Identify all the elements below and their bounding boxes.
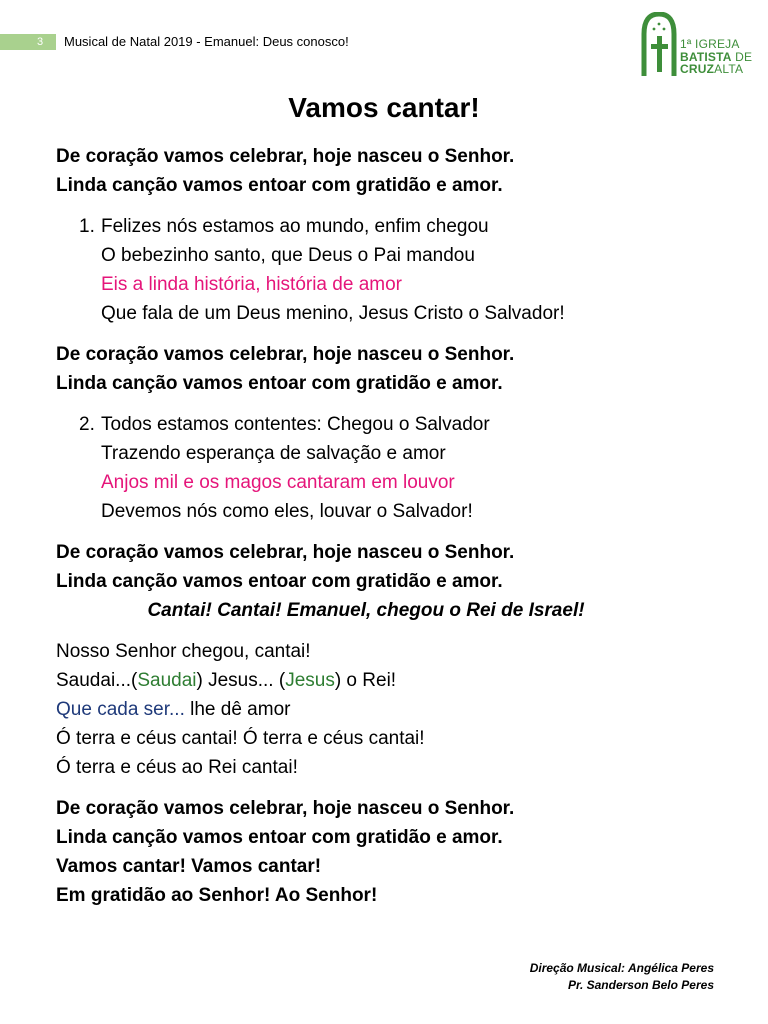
chorus-line: Linda canção vamos entoar com gratidão e amor. (56, 373, 503, 394)
cross-icon (657, 36, 662, 72)
bridge-line: Ó terra e céus cantai! Ó terra e céus cantai! (56, 728, 425, 749)
page-number: 3 (37, 36, 44, 48)
chorus-line: Linda canção vamos entoar com gratidão e amor. (56, 827, 503, 848)
verse1-line-highlight: Eis a linda história, história de amor (101, 274, 402, 295)
chorus-line: De coração vamos celebrar, hoje nasceu o Senhor. (56, 344, 515, 365)
verse2-line: 2. Todos estamos contentes: Chegou o Salvador (79, 414, 490, 435)
credit-pastor: Pr. Sanderson Belo Peres (567, 978, 714, 992)
ending-line: Em gratidão ao Senhor! Ao Senhor! (56, 885, 378, 906)
lyrics (56, 142, 746, 910)
header-title: Musical de Natal 2019 - Emanuel: Deus conosco! (64, 34, 349, 49)
verse2-line-highlight: Anjos mil e os magos cantaram em louvor (101, 472, 455, 493)
chorus-line: De coração vamos celebrar, hoje nasceu o Senhor. (56, 798, 515, 819)
song-title: Vamos cantar! (288, 92, 480, 123)
credits (530, 960, 714, 994)
verse2-line: Trazendo esperança de salvação e amor (101, 443, 446, 464)
verse2-line: Devemos nós como eles, louvar o Salvador! (101, 501, 473, 522)
ending-line: Vamos cantar! Vamos cantar! (56, 856, 322, 877)
chorus-line: De coração vamos celebrar, hoje nasceu o Senhor. (56, 146, 515, 167)
verse1-line: 1. Felizes nós estamos ao mundo, enfim chegou (79, 216, 489, 237)
bridge-line: Nosso Senhor chegou, cantai! (56, 641, 311, 662)
credit-music-direction: Direção Musical: Angélica Peres (529, 961, 714, 975)
bridge-line: Saudai...(Saudai) Jesus... (Jesus) o Rei! (56, 670, 397, 691)
chorus-line: De coração vamos celebrar, hoje nasceu o Senhor. (56, 542, 515, 563)
bridge-line: Que cada ser... lhe dê amor (56, 699, 291, 720)
header-accent-bar (0, 34, 56, 50)
verse1-line: O bebezinho santo, que Deus o Pai mandou (101, 245, 475, 266)
exclamation-line: Cantai! Cantai! Emanuel, chegou o Rei de Israel! (147, 600, 585, 621)
logo-text: 1ª IGREJA BATISTA DE CRUZALTA (680, 37, 753, 76)
verse1-line: Que fala de um Deus menino, Jesus Cristo o Salvador! (101, 303, 565, 324)
bridge-line: Ó terra e céus ao Rei cantai! (56, 757, 298, 778)
chorus-line: Linda canção vamos entoar com gratidão e amor. (56, 571, 503, 592)
chorus-line: Linda canção vamos entoar com gratidão e amor. (56, 175, 503, 196)
